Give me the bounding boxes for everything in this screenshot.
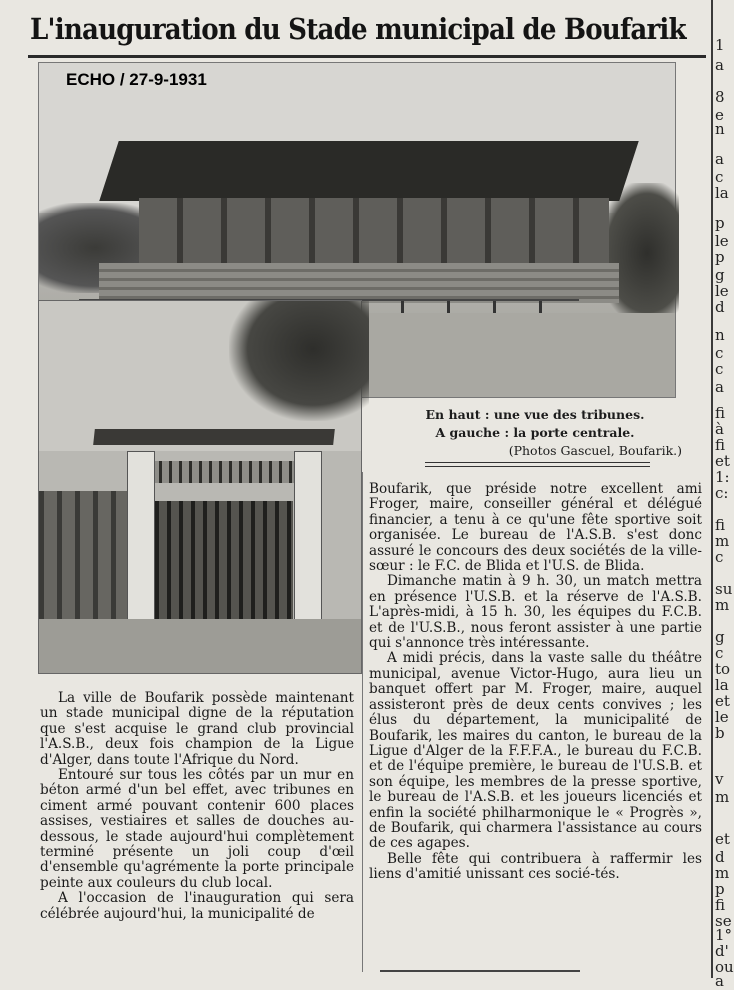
column-fragment: fi	[715, 516, 726, 534]
column-fragment: le	[715, 708, 729, 726]
column-fragment: la	[715, 676, 729, 694]
column-fragment: c	[715, 548, 724, 566]
article-column-left	[40, 691, 354, 922]
source-stamp: ECHO / 27-9-1931	[66, 70, 207, 89]
column-fragment: la	[715, 184, 729, 202]
column-fragment: a	[715, 150, 724, 168]
column-fragment: le	[715, 282, 729, 300]
gate-photo-wall	[39, 491, 127, 621]
gate-photo-ground	[39, 619, 361, 673]
column-fragment: c	[715, 168, 724, 186]
gate-lattice	[139, 461, 299, 483]
column-fragment: d'	[715, 942, 729, 960]
column-fragment: g	[715, 266, 725, 284]
caption-line-2: A gauche : la porte centrale.	[435, 425, 635, 440]
paragraph: A midi précis, dans la vaste salle du théâtre municipal, avenue Victor-Hugo, aura lieu un banquet offert par M. Froger, maire, auquel assisteront près de deux cents convives ; les élus du département, la municipalité de Boufarik, les maires du canton, le bureau de la Ligue d'Alger de la F.F.F.A., le bureau du F.C.B. et de l'équipe première, le bureau de l'U.S.B. et son équipe, les membres de la presse sportive, le bureau de l'A.S.B. et les joueurs licenciés et enfin la société philharmonique le « Progrès », de Boufarik, qui charmera l'assistance au cours de ces agapes.	[369, 650, 702, 852]
article-column-middle	[369, 482, 702, 883]
gate-pillar-left	[127, 451, 155, 623]
paragraph: Belle fête qui contribuera à raffermir les liens d'amitié unissant ces socié-tés.	[369, 850, 702, 883]
paragraph: Boufarik, que préside notre excellent ami Froger, maire, conseiller général et délégué financier, a tenu à ce qu'une fête sportive soit organisée. Le bureau de l'A.S.B. s'est donc assuré le concours des deux sociétés de la ville-sœur : le F.C. de Blida et l'U.S. de Blida.	[369, 481, 702, 575]
column-fragment: d	[715, 298, 725, 316]
grandstand-roof	[99, 141, 638, 201]
caption-rule	[425, 462, 650, 467]
column-fragment: n	[715, 326, 725, 344]
column-fragment: e	[715, 106, 724, 124]
column-fragment: et	[715, 830, 730, 848]
column-fragment: m	[715, 596, 730, 614]
paragraph: A l'occasion de l'inauguration qui sera célébrée aujourd'hui, la municipalité de	[40, 890, 354, 922]
column-fragment: et	[715, 452, 730, 470]
gate-pillar-right	[294, 451, 322, 623]
column-fragment: se	[715, 912, 732, 930]
gate-doors	[155, 501, 293, 619]
column-fragment: p	[715, 248, 725, 266]
column-fragment: v	[715, 770, 724, 788]
adjacent-column-fragments	[711, 0, 734, 990]
page-fold-edge	[711, 0, 713, 978]
column-fragment: fi	[715, 436, 726, 454]
column-fragment: m	[715, 532, 730, 550]
column-fragment: g	[715, 628, 725, 646]
column-fragment: à	[715, 420, 724, 438]
photo-main-gate	[38, 300, 362, 674]
caption-credit: (Photos Gascuel, Boufarik.)	[508, 443, 682, 458]
column-fragment: 1:	[715, 468, 730, 486]
column-fragment: le	[715, 232, 729, 250]
column-separator	[362, 472, 363, 972]
column-fragment: 1°	[715, 926, 733, 944]
column-fragment: a	[715, 378, 724, 396]
gate-pergola	[93, 429, 335, 445]
column-fragment: a	[715, 56, 724, 74]
column-fragment: a	[715, 972, 724, 990]
photo-caption	[370, 406, 700, 460]
column-fragment: c:	[715, 484, 729, 502]
column-fragment: 8	[715, 88, 725, 106]
column-fragment: d	[715, 848, 725, 866]
column-fragment: su	[715, 580, 733, 598]
column-fragment: et	[715, 692, 730, 710]
column-fragment: fi	[715, 404, 726, 422]
bottom-rule	[380, 970, 580, 972]
column-fragment: 1	[715, 36, 725, 54]
gate-photo-tree	[229, 301, 369, 421]
column-fragment: c	[715, 360, 724, 378]
column-fragment: c	[715, 344, 724, 362]
column-fragment: b	[715, 724, 725, 742]
column-fragment: p	[715, 880, 725, 898]
column-fragment: ou	[715, 958, 734, 976]
headline: L'inauguration du Stade municipal de Boufarik	[30, 12, 686, 46]
column-fragment: n	[715, 120, 725, 138]
paragraph: Entouré sur tous les côtés par un mur en béton armé d'un bel effet, avec tribunes en ciment armé pouvant contenir 600 places assises, vestiaires et salles de douches au-dessous, le stade aujourd'hui complètement terminé présente un joli coup d'œil d'ensemble qu'agrémente la porte principale peinte aux couleurs du club local.	[40, 767, 354, 891]
paragraph: La ville de Boufarik possède maintenant un stade municipal digne de la réputation que s'est acquise le grand club provincial l'A.S.B., deux fois champion de la Ligue d'Alger, dans toute l'Afrique du Nord.	[40, 690, 354, 768]
paragraph: Dimanche matin à 9 h. 30, un match mettra en présence l'U.S.B. et la réserve de l'A.S.B. L'après-midi, à 15 h. 30, les équipes du F.C.B. et de l'U.S.B., nous feront assister à une partie qui s'annonce très intéressante.	[369, 573, 702, 652]
column-fragment: fi	[715, 896, 726, 914]
column-fragment: m	[715, 788, 730, 806]
column-fragment: p	[715, 214, 725, 232]
column-fragment: m	[715, 864, 730, 882]
grandstand-steps	[99, 263, 619, 303]
column-fragment: to	[715, 660, 731, 678]
column-fragment: c	[715, 644, 724, 662]
caption-line-1: En haut : une vue des tribunes.	[425, 407, 645, 422]
headline-rule	[28, 55, 706, 58]
